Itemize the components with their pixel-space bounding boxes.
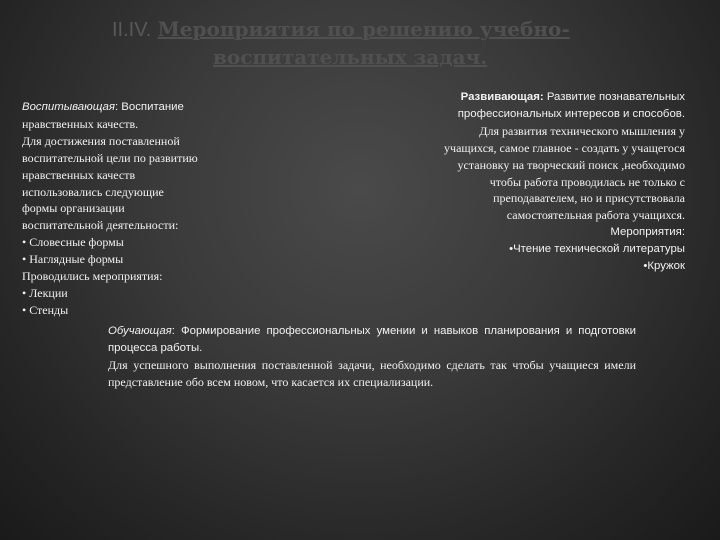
right-line: профессиональных интересов и способов. [457, 107, 685, 120]
left-line: воспитательной цели по развитию [22, 150, 198, 165]
educating-heading: Воспитывающая [22, 101, 115, 113]
title-line-1: Мероприятия по решению учебно- [157, 17, 570, 41]
developing-section [395, 89, 685, 275]
teaching-paragraph-1 [108, 323, 636, 357]
left-line: воспитательной деятельности: [22, 218, 179, 233]
left-line: нравственных качеств. [22, 116, 139, 131]
left-line: нравственных качеств [22, 167, 136, 182]
right-events-label: Мероприятия: [610, 226, 685, 239]
title-number: II.IV. [112, 19, 152, 41]
title-line-2: воспитательных задач. [213, 45, 488, 69]
right-line: самостоятельная работа учащихся. [506, 208, 685, 223]
right-line: Для развития технического мышления у [479, 123, 685, 138]
left-line: Для достижения поставленной [22, 133, 180, 148]
left-line: Проводились мероприятия: [22, 269, 163, 284]
left-list-item: • Лекции [22, 285, 68, 300]
right-line: преподавателем, но и присутствовала [493, 191, 685, 206]
teaching-heading-rest: : Формирование профессиональных умении и навыков планирования и подготовки процесса работы. [108, 325, 636, 354]
left-list-item: • Наглядные формы [22, 252, 124, 267]
right-line: установку на творческий поиск ,необходимо [457, 157, 685, 172]
educating-heading-rest: : Воспитание [114, 101, 184, 113]
left-list-item: • Словесные формы [22, 235, 124, 250]
right-list-item: •Кружок [643, 260, 685, 273]
developing-heading-rest: Развитие познавательных [543, 91, 685, 103]
teaching-section [108, 323, 636, 391]
right-line: чтобы работа проводилась не только с [489, 174, 685, 189]
right-line: учащихся, самое главное - создать у учащегося [444, 140, 685, 155]
left-line: использовались следующие [22, 184, 164, 199]
teaching-paragraph-2: Для успешного выполнения поставленной задачи, необходимо сделать так чтобы учащиеся имели представление обо всем новом, что касается их специализации. [108, 357, 636, 389]
developing-heading: Развивающая: [460, 91, 544, 103]
educating-section [22, 99, 262, 319]
left-line: формы организации [22, 201, 125, 216]
teaching-heading: Обучающая [108, 325, 172, 337]
left-list-item: • Стенды [22, 302, 69, 317]
slide-title [112, 16, 672, 71]
right-list-item: •Чтение технической литературы [509, 243, 685, 256]
